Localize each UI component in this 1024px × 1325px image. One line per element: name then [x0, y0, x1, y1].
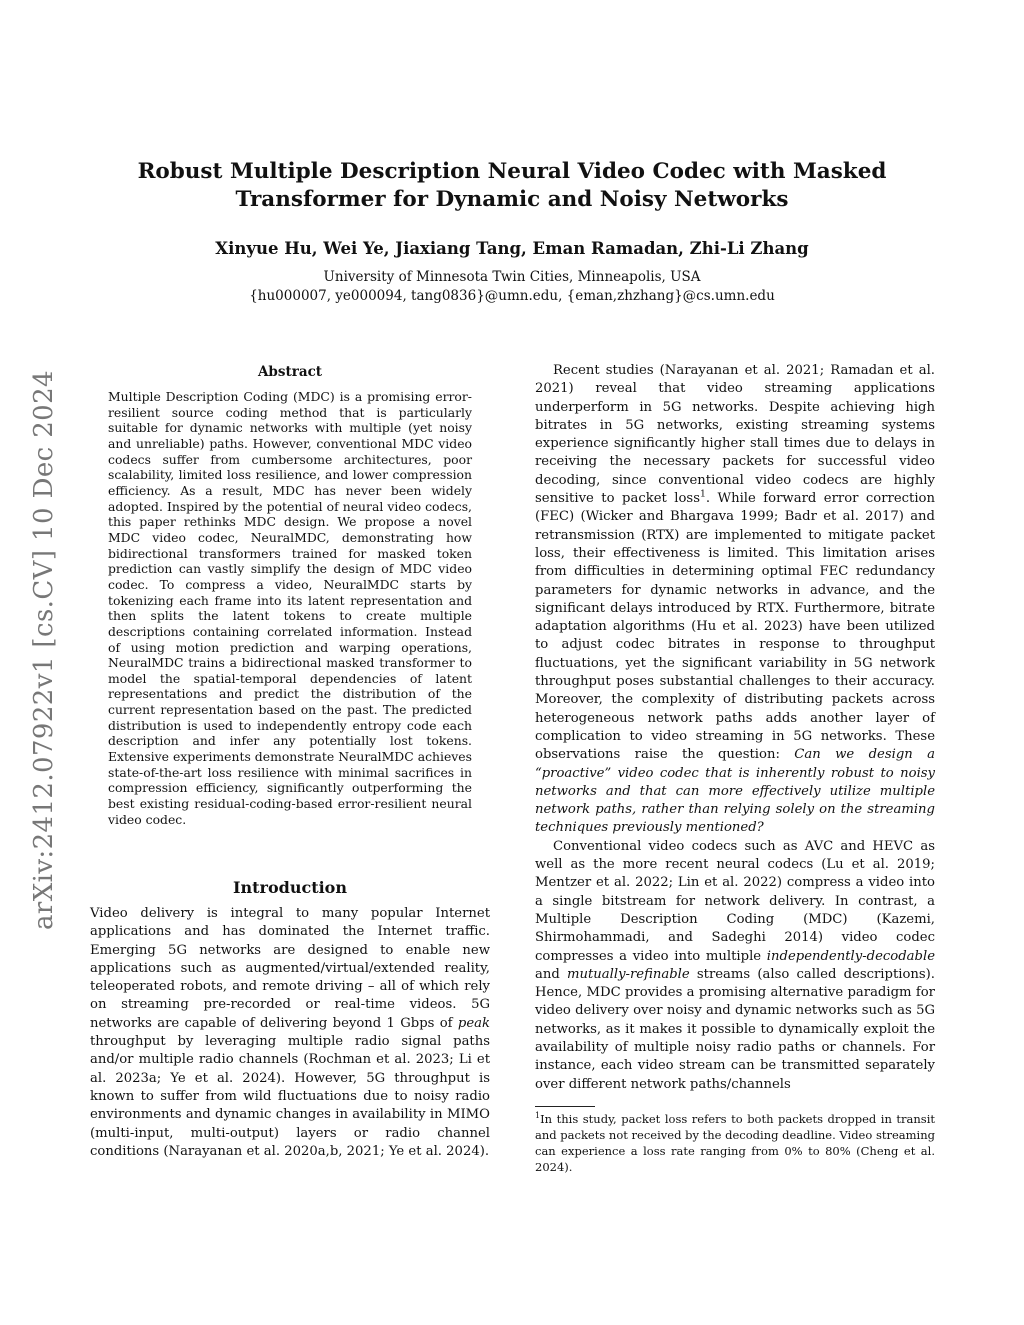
- right-p2-part-b: . While forward error correction (FEC) (Wicker and Bhargava 1999; Badr et al. 2017) and retransmission (RTX) are implemented to mitigate packet loss, their effectiveness is limited. This limitation arises from difficulties in determining optimal FEC redundancy parameters for dynamic networks in advance, and the significant delays introduced by RTX. Furthermore, bitrate adaptation algorithms (Hu et al. 2023) have been utilized to adjust codec bitrates in response to throughput fluctuations, yet the significant variability in 5G network throughput poses substantial challenges to their accuracy. Moreover, the complexity of distributing packets across heterogeneous network paths adds another layer of complication to video streaming in 5G networks. These observations raise the question:: [535, 491, 935, 763]
- introduction-text: [90, 905, 490, 1161]
- right-p2-part-a: Recent studies (Narayanan et al. 2021; Ramadan et al. 2021) reveal that video streaming applications underperform in 5G networks. Despite achieving high bitrates in 5G networks, existing streaming systems experience significantly higher stall times due to delays in receiving the necessary packets for successful video decoding, since conventional video codecs are highly sensitive to packet loss: [535, 363, 935, 507]
- author-emails: {hu000007, ye000094, tang0836}@umn.edu, {eman,zhzhang}@cs.umn.edu: [249, 288, 775, 304]
- title-line-1: Robust Multiple Description Neural Video Codec with Masked: [137, 159, 887, 184]
- footnote-text: In this study, packet loss refers to both packets dropped in transit and packets not received by the decoding deadline. Video streaming can experience a loss rate ranging from 0% to 80% (Cheng et al. 2024).: [535, 1112, 935, 1174]
- intro-p1-part-b: throughput by leveraging multiple radio signal paths and/or multiple radio channels (Rochman et al. 2023; Li et al. 2023a; Ye et al. 2024). However, 5G throughput is known to suffer from wild fluctuations due to noisy radio environments and dynamic changes in availability in MIMO (multi-input, multi-output) layers or radio channel conditions (Narayanan et al. 2020a,b, 2021; Ye et al. 2024).: [90, 1034, 490, 1159]
- footnote-ref: 1: [699, 488, 706, 500]
- author-list: Xinyue Hu, Wei Ye, Jiaxiang Tang, Eman Ramadan, Zhi-Li Zhang: [215, 239, 809, 258]
- intro-paragraph-1: [90, 905, 490, 1161]
- arxiv-stamp: arXiv:2412.07922v1 [cs.CV] 10 Dec 2024: [29, 369, 59, 931]
- title-line-2: Transformer for Dynamic and Noisy Networks: [235, 187, 789, 212]
- intro-p1-emphasis: peak: [457, 1015, 490, 1031]
- right-p3-part-a: Conventional video codecs such as AVC and HEVC as well as the more recent neural codecs (Lu et al. 2019; Mentzer et al. 2022; Lin et al. 2022) compress a video into a single bitstream for network delivery. In contrast, a Multiple Description Coding (MDC) (Kazemi, Shirmohammadi, and Sadeghi 2014) video codec compresses a video into multiple: [535, 838, 935, 964]
- right-column: [535, 362, 935, 1094]
- paper-title: [90, 158, 934, 214]
- right-p3-part-c: streams (also called descriptions). Hence, MDC provides a promising alternative paradigm for video delivery over noisy and dynamic networks such as 5G networks, as it makes it possible to dynamically exploit the availability of multiple noisy radio paths or channels. For instance, each video stream can be transmitted separately over different network paths/channels: [535, 966, 935, 1092]
- abstract-heading: Abstract: [257, 364, 323, 380]
- footnote-rule: [535, 1106, 595, 1107]
- footnote: [535, 1111, 935, 1175]
- right-p3-emphasis-1: independently-decodable: [766, 948, 935, 964]
- abstract-paragraph: Multiple Description Coding (MDC) is a promising error-resilient source coding method that is particularly suitable for dynamic networks with multiple (yet noisy and unreliable) paths. However, conventional MDC video codecs suffer from cumbersome architectures, poor scalability, limited loss resilience, and lower compression efficiency. As a result, MDC has never been widely adopted. Inspired by the potential of neural video codecs, this paper rethinks MDC design. We propose a novel MDC video codec, NeuralMDC, demonstrating how bidirectional transformers trained for masked token prediction can vastly simplify the design of MDC video codec. To compress a video, NeuralMDC starts by tokenizing each frame into its latent representation and then splits the latent tokens to create multiple descriptions containing correlated information. Instead of using motion prediction and warping operations, NeuralMDC trains a bidirectional masked transformer to model the spatial-temporal dependencies of latent representations and predict the distribution of the current representation based on the past. The predicted distribution is used to independently entropy code each description and infer any potentially lost tokens. Extensive experiments demonstrate NeuralMDC achieves state-of-the-art loss resilience with minimal sacrifices in compression efficiency, significantly outperforming the best existing residual-coding-based error-resilient neural video codec.: [108, 389, 472, 827]
- abstract-text: [108, 389, 472, 827]
- right-paragraph-1: [535, 362, 935, 838]
- right-p3-emphasis-2: mutually-refinable: [566, 966, 690, 982]
- footnote-marker: 1: [535, 1111, 541, 1121]
- right-p3-part-b: and: [535, 966, 567, 982]
- affiliation: University of Minnesota Twin Cities, Minneapolis, USA: [323, 269, 701, 285]
- intro-p1-part-a: Video delivery is integral to many popular Internet applications and has dominated the Internet traffic. Emerging 5G networks are designed to enable new applications such as augmented/virtual/extended reality, teleoperated robots, and remote driving – all of which rely on streaming pre-recorded or real-time videos. 5G networks are capable of delivering beyond 1 Gbps of: [90, 906, 490, 1031]
- right-paragraph-2: [535, 838, 935, 1094]
- affiliation-block: [90, 268, 934, 306]
- introduction-heading: Introduction: [233, 878, 347, 897]
- research-question: Can we design a “proactive” video codec that is inherently robust to noisy networks and that can more effectively utilize multiple network paths, rather than relying solely on the streaming techniques previously mentioned?: [535, 747, 935, 836]
